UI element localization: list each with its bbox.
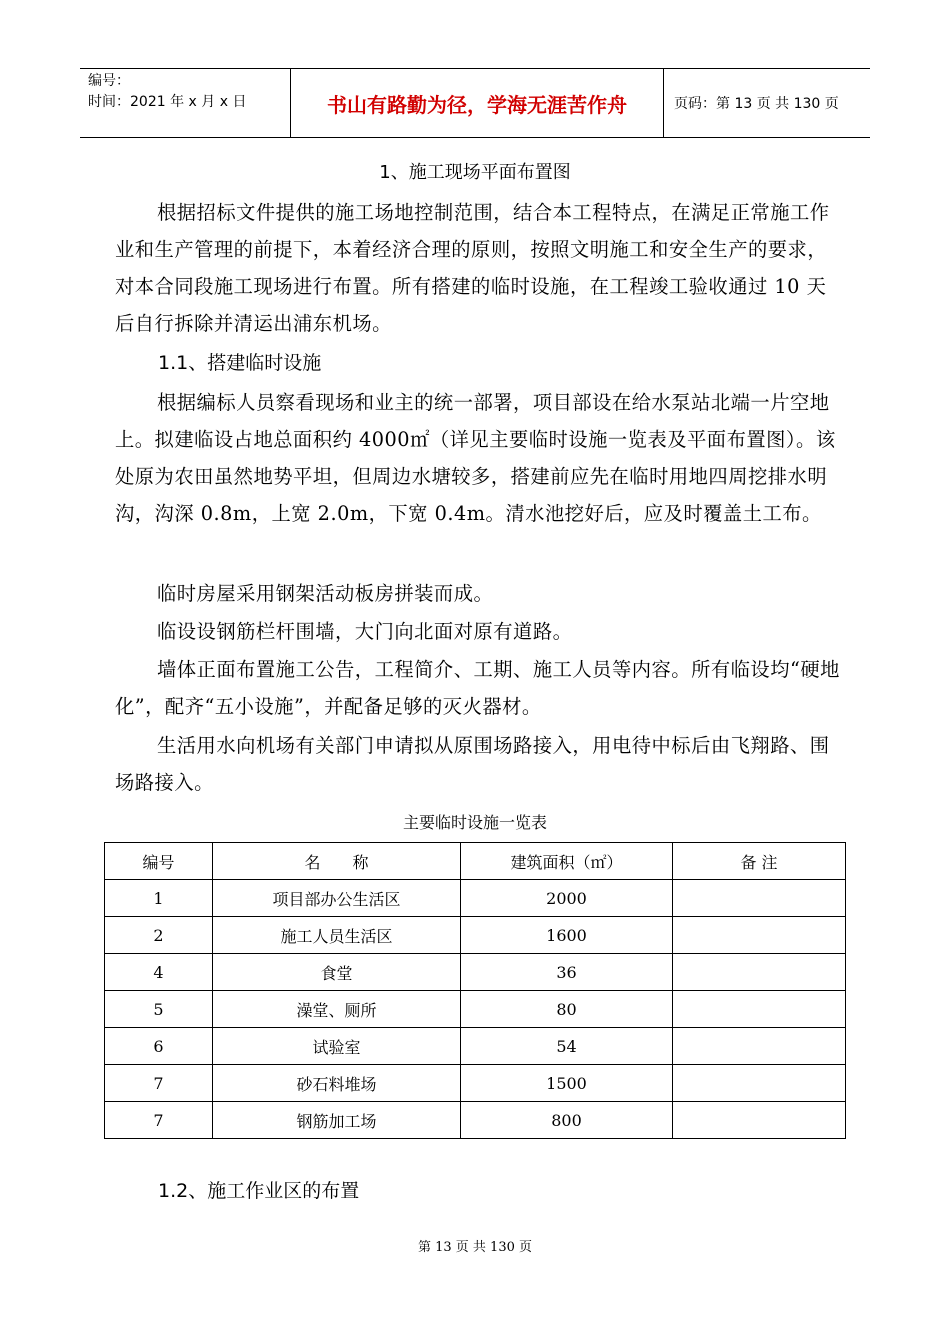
header-time-label: 时间：2021 年 x 月 x 日 bbox=[88, 94, 247, 110]
cell-number: 6 bbox=[105, 1028, 213, 1065]
cell-number: 4 bbox=[105, 954, 213, 991]
header-number-label: 编号： bbox=[88, 73, 130, 89]
cell-area: 80 bbox=[461, 991, 673, 1028]
cell-number: 5 bbox=[105, 991, 213, 1028]
cell-remark bbox=[673, 954, 846, 991]
subsection-temporary-facilities: 1.1、搭建临时设施 bbox=[158, 352, 322, 374]
paragraph-project-site: 根据编标人员察看现场和业主的统一部署，项目部设在给水泵站北端一片空地上。拟建临设占地总面积约 4000㎡（详见主要临时设施一览表及平面布置图）。该处原为农田虽然地势平坦，但周边水塘较多，搭建前应先在临时用地四周挖排水明沟，沟深 0.8m，上宽 2.0m，下宽 0.4m。清水池挖好后，应及时覆盖土工布。 bbox=[115, 391, 836, 525]
cell-name: 钢筋加工场 bbox=[213, 1102, 461, 1139]
table-row bbox=[105, 1065, 846, 1102]
cell-remark bbox=[673, 991, 846, 1028]
table-row bbox=[105, 880, 846, 917]
cell-area: 54 bbox=[461, 1028, 673, 1065]
table-row bbox=[105, 1028, 846, 1065]
header-page-info: 页码：第 13 页 共 130 页 bbox=[674, 96, 839, 112]
section-title: 1、施工现场平面布置图 bbox=[379, 162, 571, 183]
cell-name: 食堂 bbox=[213, 954, 461, 991]
cell-remark bbox=[673, 880, 846, 917]
cell-area: 1600 bbox=[461, 917, 673, 954]
subsection-work-area: 1.2、施工作业区的布置 bbox=[158, 1180, 360, 1202]
header-motto: 书山有路勤为径，学海无涯苦作舟 bbox=[291, 69, 664, 137]
cell-area: 36 bbox=[461, 954, 673, 991]
cell-area: 800 bbox=[461, 1102, 673, 1139]
header-cell-area: 建筑面积（㎡） bbox=[461, 843, 673, 880]
cell-name: 试验室 bbox=[213, 1028, 461, 1065]
paragraph-utilities: 生活用水向机场有关部门申请拟从原围场路接入，用电待中标后由飞翔路、围场路接入。 bbox=[115, 734, 830, 794]
cell-number: 7 bbox=[105, 1102, 213, 1139]
cell-remark bbox=[673, 917, 846, 954]
cell-name: 项目部办公生活区 bbox=[213, 880, 461, 917]
paragraph-temporary-housing: 临时房屋采用钢架活动板房拼装而成。 bbox=[157, 582, 494, 605]
cell-name: 施工人员生活区 bbox=[213, 917, 461, 954]
cell-remark bbox=[673, 1102, 846, 1139]
cell-area: 1500 bbox=[461, 1065, 673, 1102]
cell-remark bbox=[673, 1028, 846, 1065]
cell-number: 1 bbox=[105, 880, 213, 917]
facility-table bbox=[104, 842, 846, 1139]
table-header-row bbox=[105, 843, 846, 880]
page-footer: 第 13 页 共 130 页 bbox=[417, 1240, 533, 1255]
page-header bbox=[80, 68, 870, 138]
cell-number: 2 bbox=[105, 917, 213, 954]
header-cell-name: 名 称 bbox=[213, 843, 461, 880]
table-row bbox=[105, 1102, 846, 1139]
table-caption: 主要临时设施一览表 bbox=[402, 813, 547, 832]
cell-area: 2000 bbox=[461, 880, 673, 917]
header-cell-number: 编号 bbox=[105, 843, 213, 880]
header-cell-remark: 备 注 bbox=[673, 843, 846, 880]
table-row bbox=[105, 917, 846, 954]
paragraph-wall-notice: 墙体正面布置施工公告，工程简介、工期、施工人员等内容。所有临设均“硬地化”，配齐“五小设施”，并配备足够的灭火器材。 bbox=[115, 658, 840, 718]
cell-number: 7 bbox=[105, 1065, 213, 1102]
cell-name: 澡堂、厕所 bbox=[213, 991, 461, 1028]
header-meta bbox=[80, 69, 291, 137]
table-row bbox=[105, 954, 846, 991]
cell-remark bbox=[673, 1065, 846, 1102]
table-row bbox=[105, 991, 846, 1028]
cell-name: 砂石料堆场 bbox=[213, 1065, 461, 1102]
paragraph-fence: 临设设钢筋栏杆围墙，大门向北面对原有道路。 bbox=[157, 620, 573, 643]
paragraph-site-layout: 根据招标文件提供的施工场地控制范围，结合本工程特点，在满足正常施工作业和生产管理的前提下，本着经济合理的原则，按照文明施工和安全生产的要求，对本合同段施工现场进行布置。所有搭建的临时设施，在工程竣工验收通过 10 天后自行拆除并清运出浦东机场。 bbox=[115, 201, 830, 335]
